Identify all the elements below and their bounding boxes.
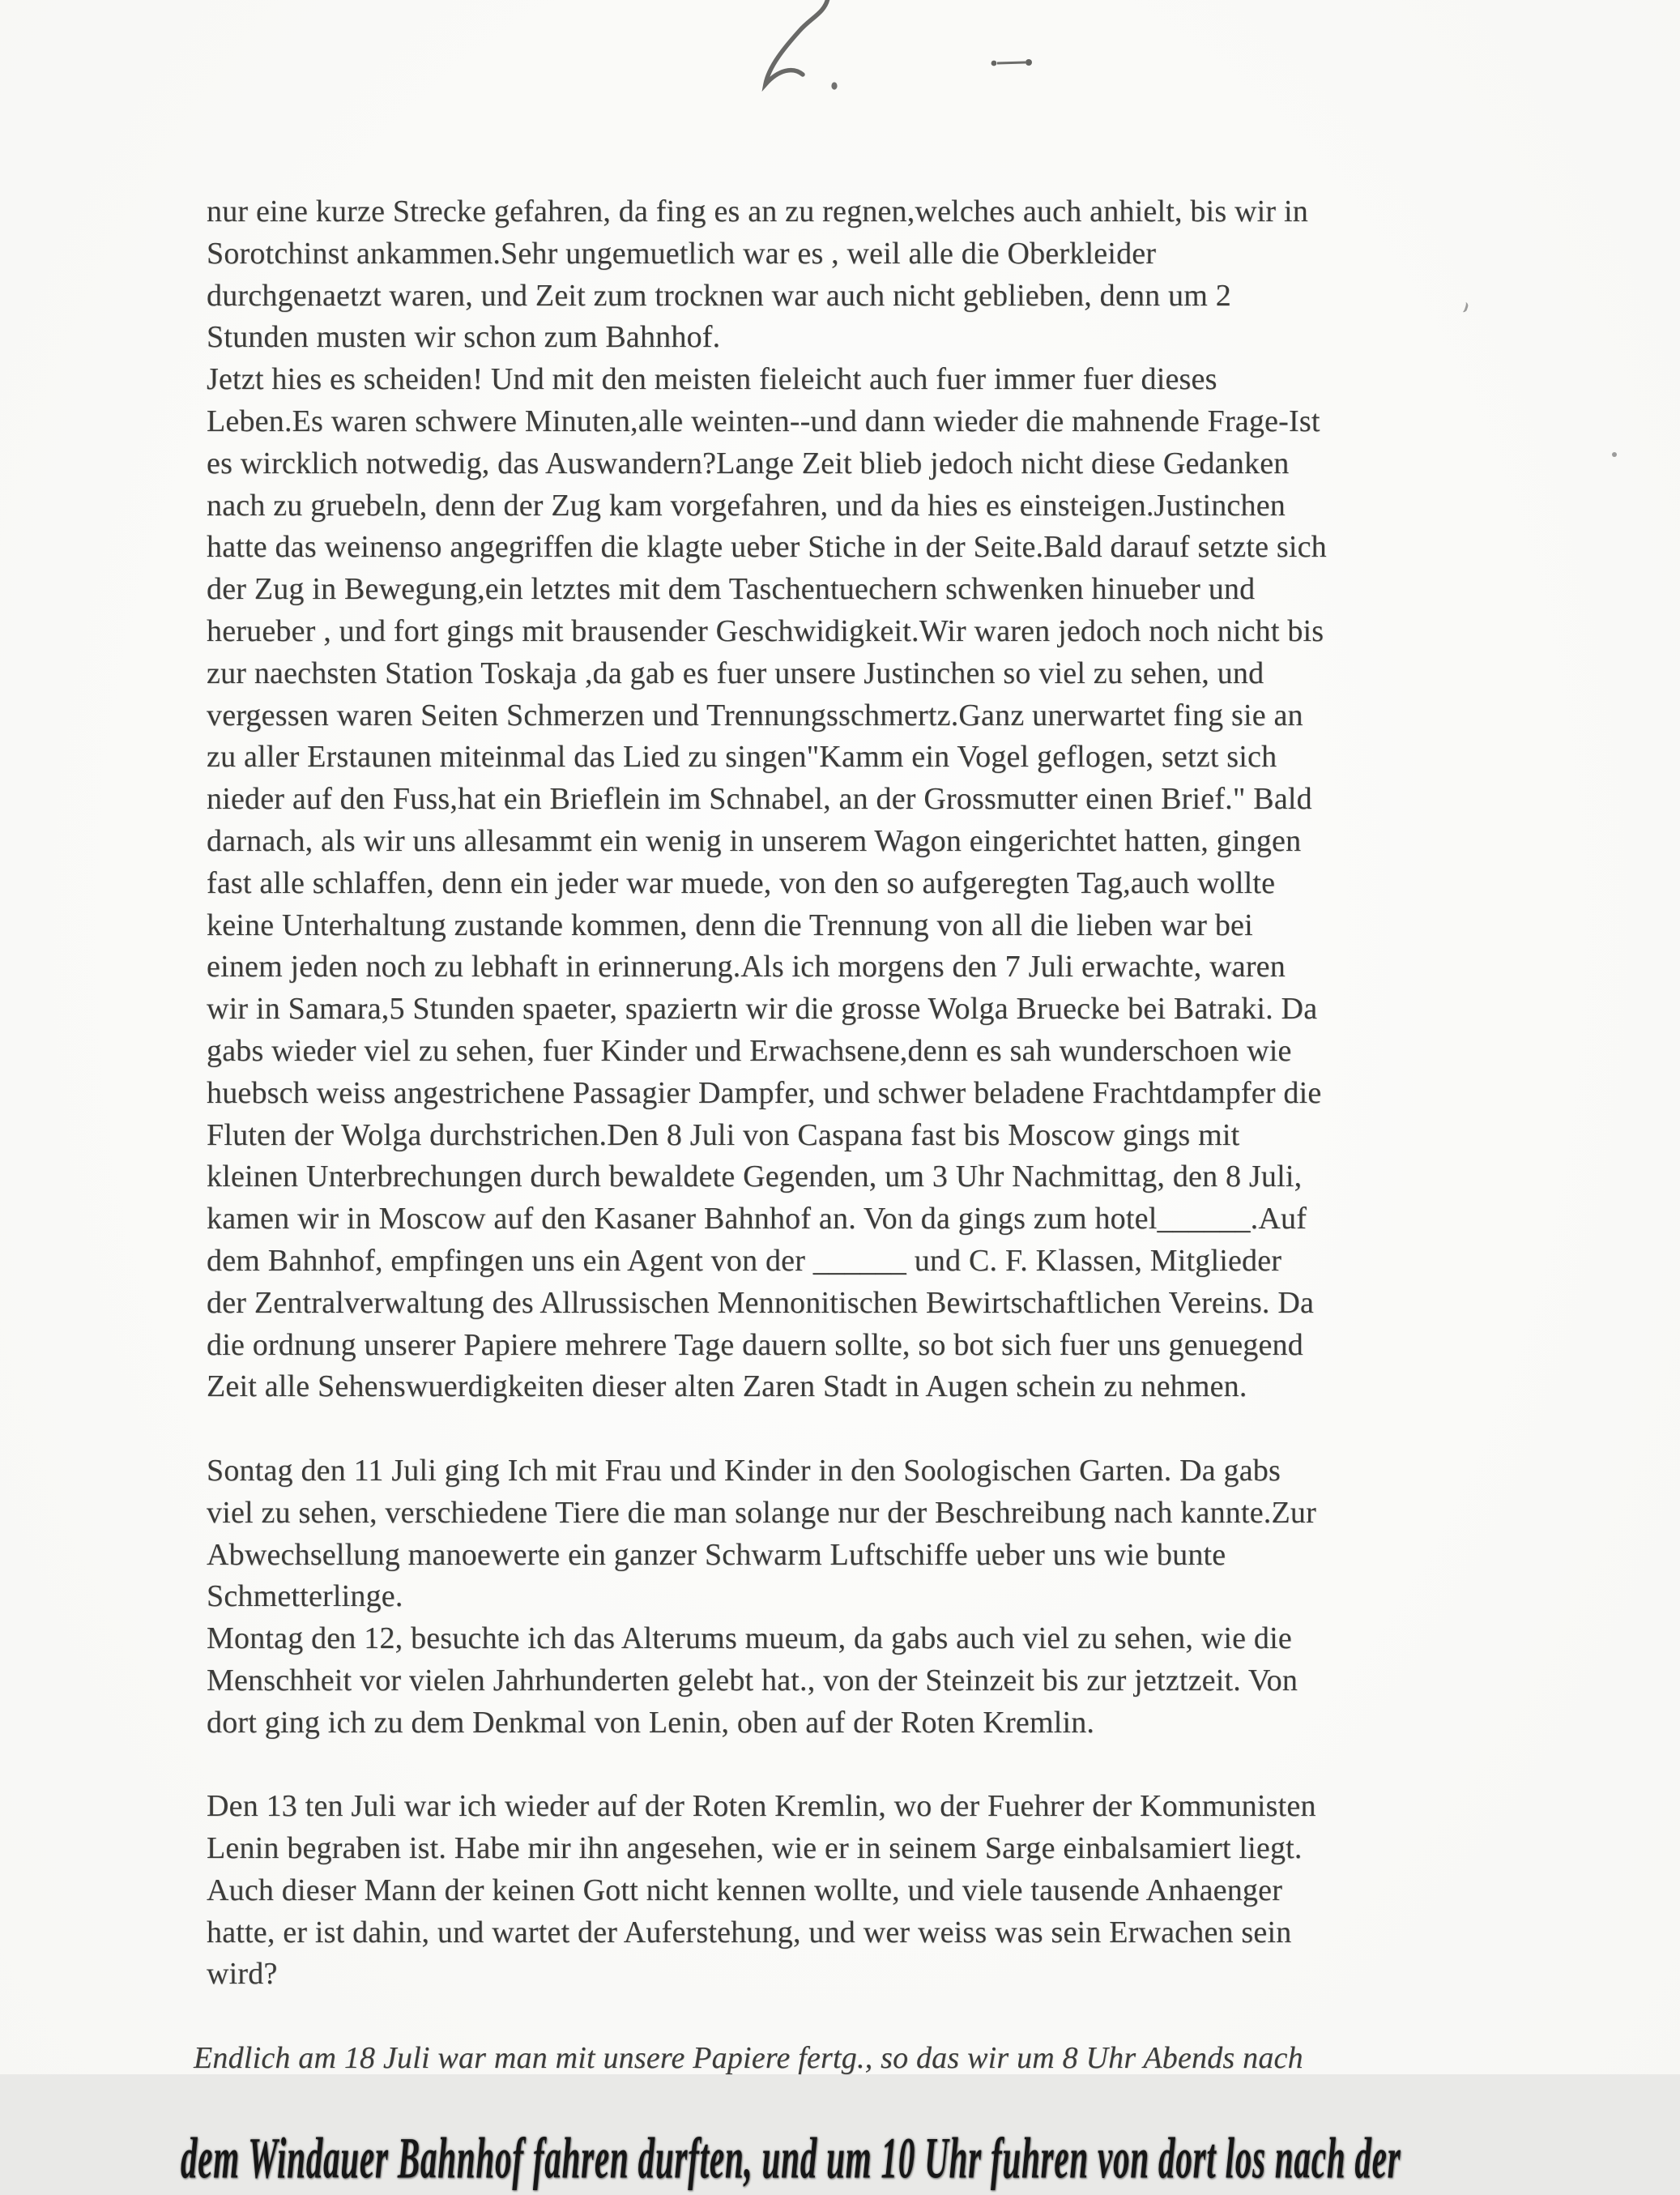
text-line: vergessen waren Seiten Schmerzen und Trennungsschmertz.Ganz unerwartet fing sie an [207,698,1303,732]
text-line: dem Windauer Bahnhof fahren durften, und um 10 Uhr fuhren von dort los nach der [181,2125,1401,2190]
handwritten-page-number [733,0,879,104]
text-line: Fluten der Wolga durchstrichen.Den 8 Juli von Caspana fast bis Moscow gings mit [207,1117,1240,1152]
text-line: der Zug in Bewegung,ein letztes mit dem Taschentuechern schwenken hinueber und [207,572,1256,607]
paragraph-journey [207,191,1535,1408]
text-line: Menschheit vor vielen Jahrhunderten gelebt hat., von der Steinzeit bis zur jetztzeit. Von [207,1663,1298,1697]
text-line: Jetzt hies es scheiden! Und mit den meisten fieleicht auch fuer immer fuer dieses [207,362,1217,397]
text-line: Abwechsellung manoewerte ein ganzer Schwarm Luftschiffe ueber uns wie bunte [207,1537,1226,1572]
text-line: Montag den 12, besuchte ich das Alterums mueum, da gabs auch viel zu sehen, wie die [207,1621,1292,1656]
scan-speck [1612,452,1617,457]
text-line: nur eine kurze Strecke gefahren, da fing es an zu regnen,welches auch anhielt, bis wir in [207,194,1308,228]
paragraph-departure-italic [194,2038,1535,2080]
text-line: der Zentralverwaltung des Allrussischen Mennonitischen Bewirtschaftlichen Vereins. Da [207,1285,1315,1320]
text-line: nach zu gruebeln, denn der Zug kam vorgefahren, und da hies es einsteigen.Justinchen [207,488,1286,523]
text-line: hatte das weinenso angegriffen die klagte ueber Stiche in der Seite.Bald darauf setzte sich [207,530,1327,565]
text-line: nieder auf den Fuss,hat ein Brieflein im Schnabel, an der Grossmutter einen Brief." Bald [207,782,1312,817]
typed-letter-text [181,191,1535,2190]
text-line: viel zu sehen, verschiedene Tiere die man solange nur der Beschreibung nach kannte.Zur [207,1495,1316,1530]
text-line: fast alle schlaffen, denn ein jeder war muede, von den so aufgeregten Tag,auch wollte [207,865,1276,900]
text-line: gabs wieder viel zu sehen, fuer Kinder und Erwachsene,denn es sah wunderschoen wie [207,1033,1292,1068]
text-line: Lenin begraben ist. Habe mir ihn angesehen, wie er in seinem Sarge einbalsamiert liegt. [207,1831,1303,1866]
text-line: Sorotchinst ankammen.Sehr ungemuetlich war es , weil alle die Oberkleider [207,236,1157,271]
text-line: hatte, er ist dahin, und wartet der Auferstehung, und wer weiss was sein Erwachen sein [207,1915,1292,1949]
text-line: darnach, als wir uns allesammt ein wenig in unserem Wagon eingerichtet hatten, gingen [207,823,1302,858]
paragraph-moscow-sightseeing [207,1450,1535,1744]
paragraph-cutoff-bottom [181,2122,1535,2190]
text-line: zur naechsten Station Toskaja ,da gab es fuer unsere Justinchen so viel zu sehen, und [207,656,1264,690]
text-line: einem jeden noch zu lebhaft in erinnerung.Als ich morgens den 7 Juli erwachte, waren [207,950,1286,984]
text-line: wir in Samara,5 Stunden spaeter, spaziertn wir die grosse Wolga Bruecke bei Batraki. Da [207,992,1318,1027]
text-line: Leben.Es waren schwere Minuten,alle weinten--und dann wieder die mahnende Frage-Ist [207,404,1320,438]
text-line: herueber , und fort gings mit brausender Geschwidigkeit.Wir waren jedoch noch nicht bis [207,613,1324,648]
text-line: huebsch weiss angestrichene Passagier Dampfer, und schwer beladene Frachtdampfer die [207,1075,1322,1110]
text-line: Endlich am 18 Juli war man mit unsere Papiere fertg., so das wir um 8 Uhr Abends nach [194,2041,1303,2076]
text-line: kleinen Unterbrechungen durch bewaldete Gegenden, um 3 Uhr Nachmittag, den 8 Juli, [207,1159,1303,1194]
handwritten-2-glyph [733,0,879,104]
text-line: Stunden musten wir schon zum Bahnhof. [207,320,721,355]
text-line: dort ging ich zu dem Denkmal von Lenin, oben auf der Roten Kremlin. [207,1705,1095,1740]
text-line: kamen wir in Moscow auf den Kasaner Bahnhof an. Von da gings zum hotel______.Auf [207,1202,1307,1236]
text-line: es wircklich notwedig, das Auswandern?Lange Zeit blieb jedoch nicht diese Gedanken [207,446,1290,480]
text-line: zu aller Erstaunen miteinmal das Lied zu singen"Kamm ein Vogel geflogen, setzt sich [207,740,1277,775]
text-line: Sontag den 11 Juli ging Ich mit Frau und Kinder in den Soologischen Garten. Da gabs [207,1453,1281,1488]
text-line: Den 13 ten Juli war ich wieder auf der Roten Kremlin, wo der Fuehrer der Kommunisten [207,1789,1316,1824]
ink-dash-mark [990,55,1035,71]
text-line: Schmetterlinge. [207,1579,403,1614]
text-line: Auch dieser Mann der keinen Gott nicht kennen wollte, und viele tausende Anhaenger [207,1873,1283,1907]
text-line: Zeit alle Sehenswuerdigkeiten dieser alten Zaren Stadt in Augen schein zu nehmen. [207,1369,1247,1404]
text-line: die ordnung unserer Papiere mehrere Tage dauern sollte, so bot sich fuer uns genuegend [207,1327,1303,1362]
text-line: wird? [207,1957,278,1992]
text-line: keine Unterhaltung zustande kommen, denn die Trennung von all die lieben war bei [207,907,1253,942]
text-line: dem Bahnhof, empfingen uns ein Agent von der ______ und C. F. Klassen, Mitglieder [207,1243,1282,1278]
text-line: durchgenaetzt waren, und Zeit zum trocknen war auch nicht geblieben, denn um 2 [207,278,1231,313]
paragraph-lenin-tomb [207,1786,1535,1996]
